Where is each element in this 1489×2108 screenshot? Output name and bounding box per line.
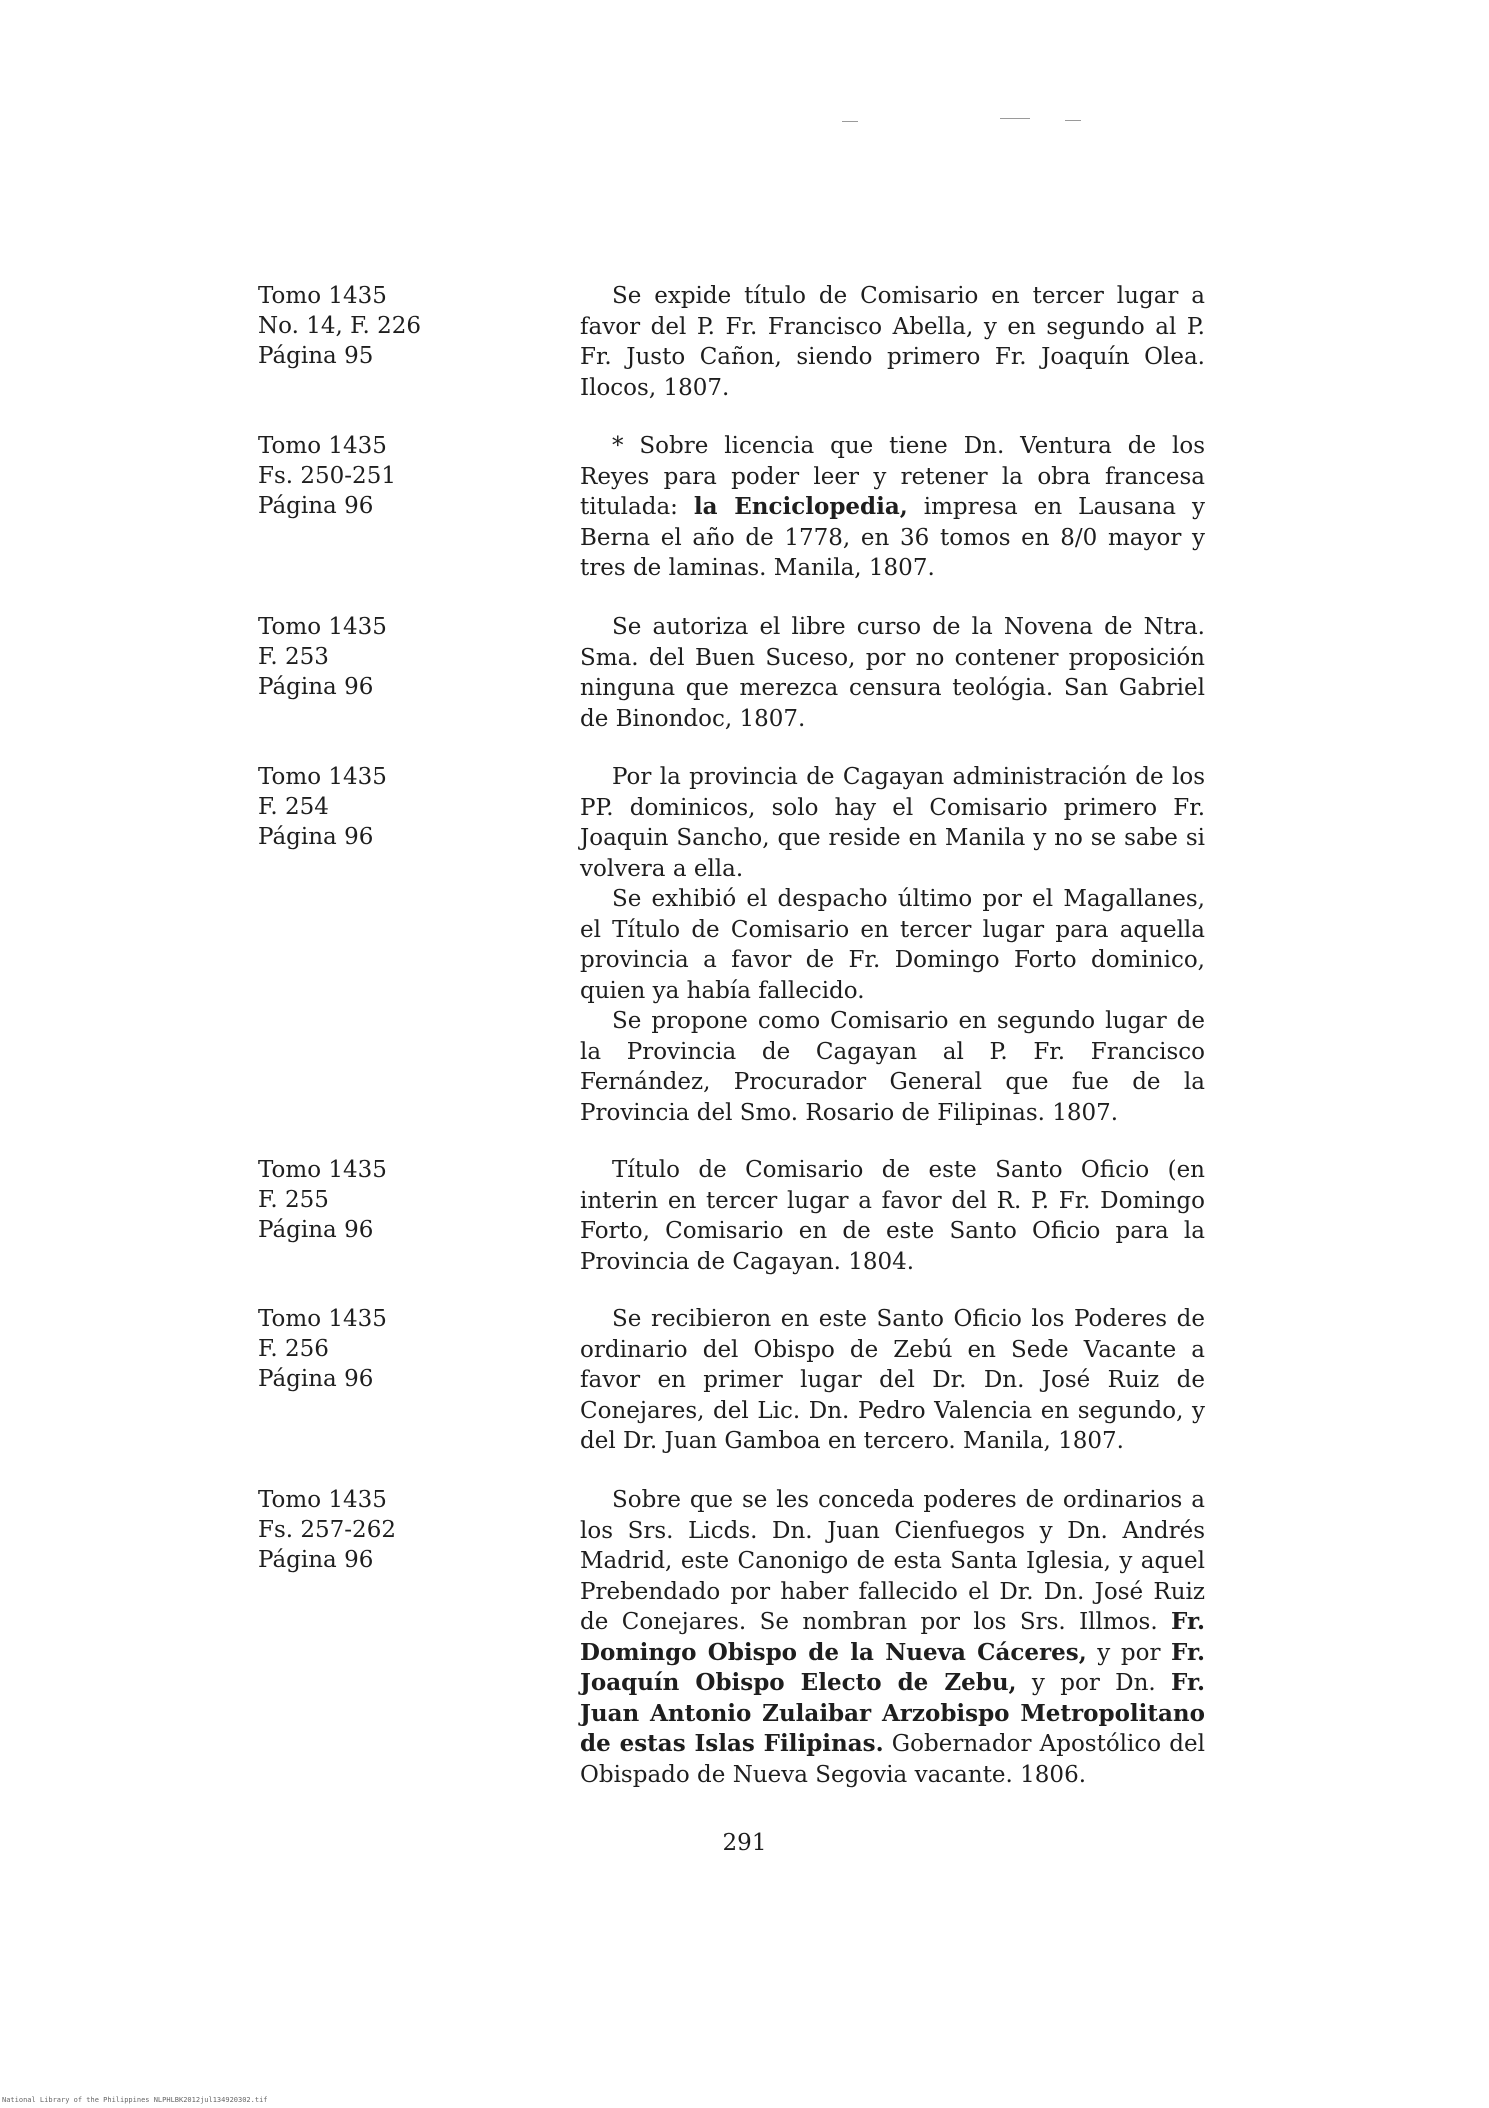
entry-paragraph: Se recibieron en este Santo Oficio los Poderes de ordinario del Obispo de Zebú en Sede Vacante a favor en primer lugar del Dr. Dn. José Ruiz de Conejares, del Lic. Dn. Pedro Valencia en segundo, y del Dr. Juan Gamboa en tercero. Manila, 1807.	[580, 1306, 1205, 1454]
bold-name: Fr. Juan Antonio Zulaibar Arzobispo Metropolitano de estas Islas Filipinas.	[580, 1669, 1205, 1757]
ref-page: Página 96	[258, 824, 374, 850]
entry-paragraph: Se propone como Comisario en segundo lugar de la Provincia de Cagayan al P. Fr. Francisco Fernández, Procurador General que fue de la Provincia del Smo. Rosario de Filipinas. 1807.	[580, 1008, 1205, 1126]
ref-volume: Tomo 1435	[258, 433, 387, 459]
ref-volume: Tomo 1435	[258, 1306, 387, 1332]
entry-reference	[258, 431, 488, 521]
ref-volume: Tomo 1435	[258, 1157, 387, 1183]
scan-speck	[1065, 120, 1081, 121]
entry-description	[580, 281, 1205, 403]
entry-reference	[258, 612, 488, 702]
entry-description	[580, 431, 1205, 584]
entry-paragraph: Título de Comisario de este Santo Oficio (en interin en tercer lugar a favor del R. P. Fr. Domingo Forto, Comisario en de este Santo Oficio para la Provincia de Cagayan. 1804.	[580, 1157, 1205, 1275]
entry-reference	[258, 1155, 488, 1245]
entry-description	[580, 1304, 1205, 1457]
ref-folio: F. 253	[258, 644, 329, 670]
entry-paragraph: Sobre que se les conceda poderes de ordinarios a los Srs. Licds. Dn. Juan Cienfuegos y Dn. Andrés Madrid, este Canonigo de esta Santa Iglesia, y aquel Prebendado por haber fallecido el Dr. Dn. José Ruiz de Conejares. Se nombran por los Srs. Illmos. Fr. Domingo Obispo de la Nueva Cáceres, y por Fr. Joaquín Obispo Electo de Zebu, y por Dn. Fr. Juan Antonio Zulaibar Arzobispo Metropolitano de estas Islas Filipinas. Gobernador Apostólico del Obispado de Nueva Segovia vacante. 1806.	[580, 1487, 1205, 1788]
ref-volume: Tomo 1435	[258, 764, 387, 790]
ref-page: Página 96	[258, 1366, 374, 1392]
ref-page: Página 95	[258, 343, 374, 369]
entry-reference	[258, 1304, 488, 1394]
ref-page: Página 96	[258, 674, 374, 700]
entry-paragraph: Se expide título de Comisario en tercer lugar a favor del P. Fr. Francisco Abella, y en segundo al P. Fr. Justo Cañon, siendo primero Fr. Joaquín Olea. Ilocos, 1807.	[580, 283, 1205, 401]
ref-volume: Tomo 1435	[258, 283, 387, 309]
entry-paragraph: Se autoriza el libre curso de la Novena de Ntra. Sma. del Buen Suceso, por no contener proposición ninguna que merezca censura teológia. San Gabriel de Binondoc, 1807.	[580, 614, 1205, 732]
ref-folio: Fs. 250-251	[258, 463, 396, 489]
ref-folio: F. 254	[258, 794, 329, 820]
bold-name: Fr. Joaquín Obispo Electo de Zebu,	[580, 1638, 1205, 1696]
scan-speck	[1000, 118, 1030, 119]
ref-folio: F. 255	[258, 1187, 329, 1213]
entry-paragraph: Se exhibió el despacho último por el Magallanes, el Título de Comisario en tercer lugar para aquella provincia a favor de Fr. Domingo Forto dominico, quien ya había fallecido.	[580, 886, 1205, 1004]
entry-paragraph: Por la provincia de Cagayan administración de los PP. dominicos, solo hay el Comisario primero Fr. Joaquin Sancho, que reside en Manila y no se sabe si volvera a ella.	[580, 764, 1205, 882]
ref-folio: Fs. 257-262	[258, 1517, 396, 1543]
scan-speck	[842, 121, 858, 122]
entry-paragraph: * Sobre licencia que tiene Dn. Ventura de los Reyes para poder leer y retener la obra francesa titulada: la Enciclopedia, impresa en Lausana y Berna el año de 1778, en 36 tomos en 8/0 mayor y tres de laminas. Manila, 1807.	[580, 433, 1206, 581]
bold-name: Fr. Domingo Obispo de la Nueva Cáceres,	[580, 1608, 1205, 1666]
entry-description	[580, 1485, 1205, 1790]
ref-volume: Tomo 1435	[258, 1487, 387, 1513]
ref-folio: F. 256	[258, 1336, 329, 1362]
entry-reference	[258, 1485, 488, 1575]
entry-reference	[258, 281, 488, 371]
ref-page: Página 96	[258, 1547, 374, 1573]
scan-footer: National Library of the Philippines NLPHLBK2012jul134920302.tif	[2, 2096, 268, 2104]
page-number: 291	[722, 1830, 767, 1856]
entry-description	[580, 762, 1205, 1128]
ref-folio: No. 14, F. 226	[258, 313, 421, 339]
ref-page: Página 96	[258, 493, 374, 519]
bold-title: la Enciclopedia,	[693, 493, 908, 520]
entry-description	[580, 1155, 1205, 1277]
ref-volume: Tomo 1435	[258, 614, 387, 640]
entry-reference	[258, 762, 488, 852]
entry-description	[580, 612, 1205, 734]
ref-page: Página 96	[258, 1217, 374, 1243]
